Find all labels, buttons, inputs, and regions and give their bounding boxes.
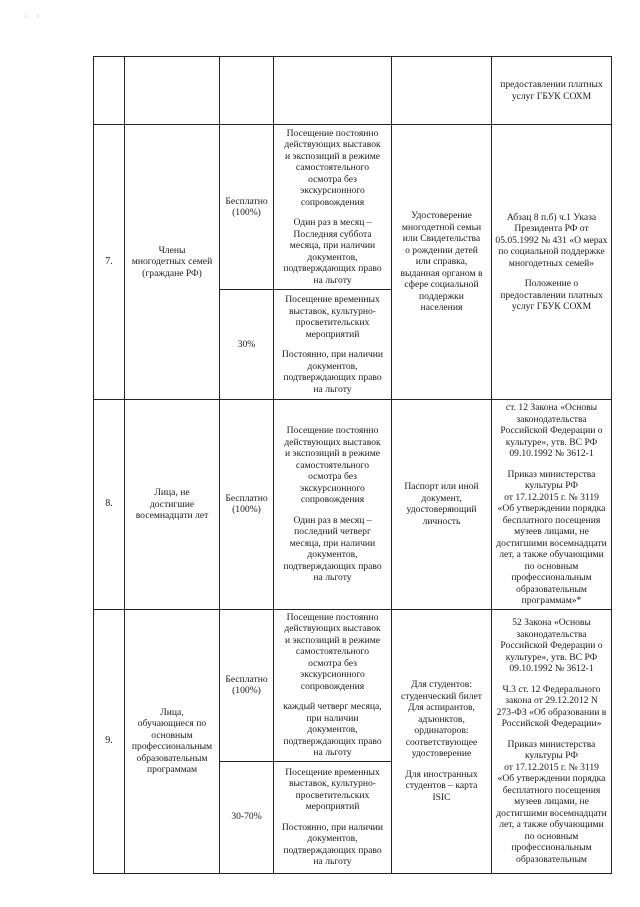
cell-text-line: студентов – карта: [405, 780, 478, 791]
cell-text-line: месяца, при наличии: [289, 537, 376, 549]
cell-text-line: 30%: [237, 338, 256, 350]
cell-text-line: экскурсионного: [300, 482, 365, 494]
cell-text-line: 09.10.1992 № 3612-1: [509, 663, 594, 674]
cell-text-line: Посещение постоянно: [286, 425, 379, 436]
cell-text-line: восемнадцати лет: [135, 510, 209, 521]
discount-cell: [220, 400, 274, 610]
cell-text-line: Российской Федерации»: [501, 718, 602, 729]
cell-text-line: подтверждающих право: [283, 560, 382, 572]
cell-text-line: просветительских: [295, 317, 370, 328]
cell-text-line: 273-ФЗ «Об образовании в: [496, 706, 607, 718]
cell-text-line: документов,: [307, 549, 358, 560]
cell-text-line: Приказ министерства: [507, 468, 596, 480]
cell-text-line: адъюнктов,: [418, 713, 465, 725]
category-cell: [125, 609, 220, 873]
cell-text-line: Ч.3 ст. 12 Федерального: [502, 683, 601, 695]
cell-text-line: 52 Закона «Основы: [512, 617, 591, 628]
cell-text-line: программам»*: [521, 595, 582, 606]
cell-text-line: Для иностранных: [405, 768, 478, 780]
cell-text-line: документов,: [307, 724, 358, 735]
cell-text-line: выставок, культурно-: [288, 778, 376, 789]
cell-text-line: Абзац 8 п.б) ч.1 Указа: [506, 211, 597, 223]
discount-cell: [220, 609, 274, 761]
cell-text-line: Члены: [158, 244, 186, 256]
cell-text-line: услуг ГБУК СОХМ: [511, 90, 592, 102]
cell-text-line: документов,: [307, 833, 358, 844]
cell-text-line: удостоверение: [411, 748, 472, 759]
cell-text-line: культуре», утв. ВС РФ: [505, 651, 598, 663]
cell-text-line: образовательным: [516, 583, 587, 595]
cell-text-line: культуре», утв. ВС РФ: [505, 436, 598, 448]
cell-text-line: на льготу: [313, 274, 352, 286]
cell-text-line: «Об утверждении порядка: [497, 773, 606, 784]
cell-text-line: подтверждающих право: [283, 844, 382, 856]
cell-text-line: документ,: [421, 492, 462, 504]
cell-text-line: Бесплатно: [225, 673, 268, 685]
cell-text-line: лет, а также обучающими: [499, 819, 604, 830]
basis-cell: [492, 125, 612, 400]
discount-cell: [220, 761, 274, 873]
cell-text-line: закона от 29.12.2012 N: [505, 695, 598, 706]
cell-text-line: подтверждающих право: [283, 372, 382, 383]
cell-text-line: или Свидетельства: [402, 233, 481, 245]
cell-text-line: Посещение постоянно: [286, 611, 379, 623]
cell-text-line: выданная органом в: [400, 267, 483, 279]
cell-text-line: Положение о: [524, 278, 579, 289]
cell-text-line: Лица, не: [154, 487, 190, 498]
cell-text-line: по основным: [524, 830, 579, 842]
cell-text-line: от 17.12.2015 г. № 3119: [504, 761, 599, 773]
scan-speck: ·: [36, 12, 39, 21]
benefits-table: [93, 56, 612, 874]
cell-text-line: Постоянно, при наличии: [281, 821, 384, 833]
cell-text-line: каждый четверг месяца,: [283, 701, 382, 712]
cell-text-line: Посещение временных: [285, 766, 380, 778]
cell-text-line: «Об утверждении порядка: [497, 503, 606, 514]
row-number: 7.: [94, 125, 125, 400]
cell-text-line: (100%): [232, 207, 261, 218]
cell-text-line: Удостоверение: [411, 210, 472, 222]
cell-text-line: основным: [151, 729, 193, 741]
paragraph-gap: [495, 269, 608, 278]
cell-text-line: документов,: [307, 360, 358, 372]
discount-cell: [220, 290, 274, 400]
cell-text-line: предоставлении платных: [500, 79, 603, 90]
cell-text-line: достигшими восемнадцати: [496, 807, 607, 819]
cell-text-line: от 17.12.2015 г. № 3119: [504, 491, 599, 503]
cell-text-line: бесплатного посещения: [502, 514, 601, 526]
cell-text-line: Один раз в месяц –: [293, 217, 372, 229]
cell-text-line: профессиональным: [511, 572, 592, 583]
documents-cell: [392, 400, 492, 610]
cell-text-line: предоставлении платных: [500, 289, 603, 301]
cell-text-line: осмотра без: [308, 657, 357, 669]
cell-text-line: Один раз в месяц –: [293, 514, 372, 526]
cell-text-line: просветительских: [295, 789, 370, 801]
cell-text-line: мероприятий: [305, 328, 360, 340]
cell-text-line: достигшими восемнадцати: [496, 537, 607, 549]
cell-text-line: экскурсионного: [300, 669, 365, 680]
paragraph-gap: [495, 675, 608, 684]
cell-text-line: профессиональным: [131, 741, 213, 752]
cell-text-line: соответствующее: [405, 736, 478, 748]
cell-text-line: личность: [422, 515, 461, 527]
cell-text-line: действующих выставок: [284, 623, 381, 634]
paragraph-gap: [277, 506, 388, 515]
cell-text-line: законодательства: [516, 628, 587, 640]
cell-text-line: услуг ГБУК СОХМ: [511, 301, 592, 312]
cell-text-line: на льготу: [313, 856, 352, 867]
cell-text-line: достигшие: [149, 498, 195, 510]
cell-text-line: экскурсионного: [300, 185, 365, 197]
documents-cell: [392, 125, 492, 400]
cell-text-line: о рождении детей: [405, 244, 478, 256]
cell-text-line: на льготу: [313, 383, 352, 395]
discount-cell: [220, 125, 274, 290]
cell-text-line: и экспозиций в режиме: [284, 634, 381, 646]
table-row: [94, 400, 612, 610]
cell-text-line: 05.05.1992 № 431 «О мерах: [495, 234, 608, 246]
cell-text-line: осмотра без: [308, 471, 357, 482]
cell-text-line: Последняя суббота: [293, 228, 372, 240]
cell-text-line: многодетных семей: [131, 256, 213, 268]
cell-text-line: подтверждающих право: [283, 263, 382, 275]
cell-text-line: Посещение временных: [285, 294, 380, 305]
paragraph-gap: [495, 460, 608, 469]
discount-cell: [220, 57, 274, 125]
cell-text-line: ординаторов:: [414, 725, 469, 736]
cell-text-line: поддержки: [419, 290, 464, 302]
cell-text-line: ст. 12 Закона «Основы: [505, 402, 598, 413]
cell-text-line: на льготу: [313, 747, 352, 758]
cell-text-line: при наличии: [306, 712, 359, 724]
cell-text-line: сопровождения: [300, 680, 365, 692]
row-number: 8.: [94, 400, 125, 610]
cell-text-line: Бесплатно: [225, 492, 268, 504]
cell-text-line: Бесплатно: [225, 195, 268, 207]
cell-text-line: мероприятий: [305, 801, 360, 812]
cell-text-line: многодетных семей»: [508, 257, 595, 269]
cell-text-line: Паспорт или иной: [404, 481, 479, 493]
cell-text-line: музеев лицами, не: [514, 526, 589, 537]
cell-text-line: образовательным: [136, 752, 208, 764]
cell-text-line: законодательства: [516, 413, 587, 425]
documents-cell: [392, 57, 492, 125]
cell-text-line: Лица,: [160, 706, 184, 718]
table-row: [94, 57, 612, 125]
cell-text-line: на льготу: [313, 572, 352, 583]
cell-text-line: культуры РФ: [525, 750, 578, 761]
description-cell: [274, 761, 392, 873]
table-row: [94, 125, 612, 290]
paragraph-gap: [277, 340, 388, 349]
paragraph-gap: [277, 208, 388, 217]
cell-text-line: ISIC: [432, 791, 451, 803]
paragraph-gap: [277, 692, 388, 701]
description-cell: [274, 400, 392, 610]
cell-text-line: бесплатного посещения: [502, 784, 601, 796]
cell-text-line: самостоятельного: [295, 646, 370, 657]
paragraph-gap: [495, 730, 608, 739]
paragraph-gap: [277, 813, 388, 822]
row-number: 9.: [94, 609, 125, 873]
description-cell: [274, 609, 392, 761]
cell-text-line: Посещение постоянно: [286, 127, 379, 139]
cell-text-line: культуры РФ: [525, 480, 578, 491]
cell-text-line: удостоверяющий: [406, 504, 477, 516]
cell-text-line: последний четверг: [294, 526, 371, 537]
cell-text-line: сфере социальной: [404, 279, 479, 291]
table-row: [94, 609, 612, 761]
cell-text-line: сопровождения: [300, 196, 365, 208]
cell-text-line: Президента РФ от: [514, 223, 589, 234]
cell-text-line: самостоятельного: [295, 162, 370, 174]
scan-speck: ·: [24, 12, 27, 21]
row-number: [94, 57, 125, 125]
cell-text-line: (граждане РФ): [142, 267, 202, 279]
paragraph-gap: [395, 760, 488, 769]
description-cell: [274, 57, 392, 125]
cell-text-line: образовательным: [516, 853, 587, 865]
cell-text-line: и экспозиций в режиме: [284, 150, 381, 162]
cell-text-line: музеев лицами, не: [514, 796, 589, 807]
cell-text-line: подтверждающих право: [283, 735, 382, 747]
cell-text-line: по основным: [524, 560, 579, 572]
category-cell: [125, 125, 220, 400]
cell-text-line: самостоятельного: [295, 459, 370, 471]
cell-text-line: выставок, культурно-: [288, 305, 376, 317]
cell-text-line: (100%): [232, 504, 261, 516]
cell-text-line: 30-70%: [231, 811, 262, 823]
cell-text-line: лет, а также обучающими: [499, 549, 604, 560]
basis-cell: [492, 400, 612, 610]
description-cell: [274, 290, 392, 400]
cell-text-line: осмотра без: [308, 173, 357, 185]
cell-text-line: 09.10.1992 № 3612-1: [509, 448, 594, 459]
category-cell: [125, 400, 220, 610]
cell-text-line: Российской Федерации о: [500, 640, 603, 651]
cell-text-line: месяца, при наличии: [289, 240, 376, 252]
cell-text-line: многодетной семьи: [401, 221, 482, 233]
cell-text-line: населения: [420, 302, 463, 314]
cell-text-line: Для аспирантов,: [408, 702, 475, 713]
cell-text-line: Приказ министерства: [507, 738, 596, 750]
cell-text-line: действующих выставок: [284, 139, 381, 151]
basis-cell: [492, 609, 612, 873]
cell-text-line: и экспозиций в режиме: [284, 448, 381, 459]
documents-cell: [392, 609, 492, 873]
cell-text-line: программам: [146, 764, 198, 775]
category-cell: [125, 57, 220, 125]
description-cell: [274, 125, 392, 290]
cell-text-line: (100%): [232, 685, 261, 696]
cell-text-line: Постоянно, при наличии: [281, 349, 384, 360]
cell-text-line: студенческий билет: [401, 690, 482, 702]
cell-text-line: обучающиеся по: [137, 718, 207, 729]
basis-cell: [492, 57, 612, 125]
cell-text-line: сопровождения: [300, 494, 365, 505]
cell-text-line: Для студентов:: [411, 679, 472, 690]
cell-text-line: Российской Федерации о: [500, 425, 603, 436]
cell-text-line: или справка,: [415, 256, 468, 268]
cell-text-line: профессиональным: [511, 842, 592, 853]
cell-text-line: действующих выставок: [284, 436, 381, 448]
cell-text-line: по социальной поддержке: [498, 246, 605, 257]
cell-text-line: документов,: [307, 251, 358, 263]
